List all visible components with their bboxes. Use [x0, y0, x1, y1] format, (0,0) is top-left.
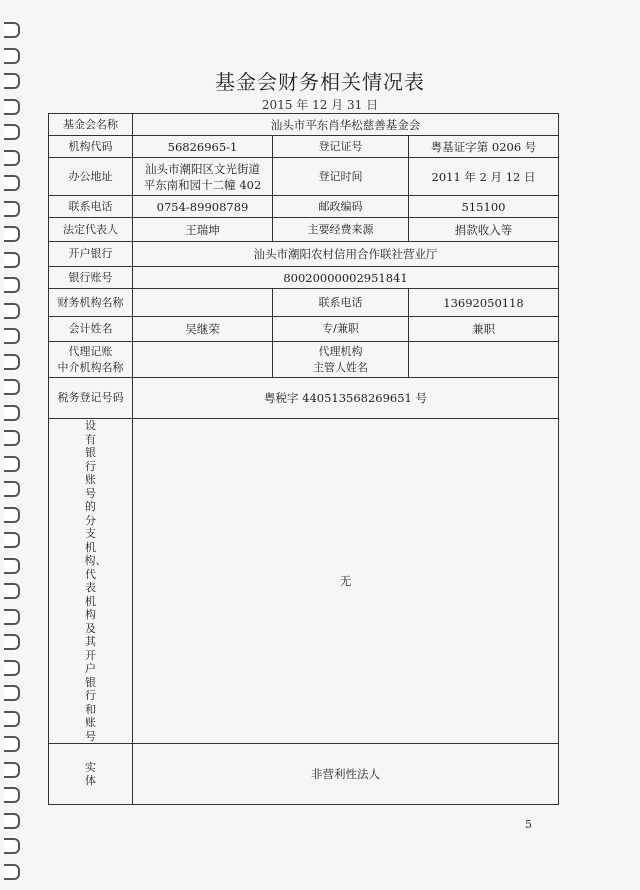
table-row [49, 158, 559, 196]
account-label: 银行账号 [49, 267, 133, 289]
table-row [49, 317, 559, 342]
entity-label: 实体 [85, 760, 96, 787]
branches-label-cell [49, 419, 133, 744]
funding-source-label: 主要经费来源 [273, 218, 409, 242]
binding-ring [4, 583, 20, 599]
agent-label-line-1: 代理记账 [68, 344, 113, 358]
binding-ring [4, 532, 20, 548]
page-title: 基金会财务相关情况表 [215, 70, 425, 94]
binding-ring [4, 813, 20, 829]
binding-ring [4, 124, 20, 140]
fulltime-label: 专/兼职 [273, 317, 409, 342]
tax-no-value: 粤税字 440513568269651 号 [133, 378, 559, 419]
agent-manager-value [409, 342, 559, 378]
agent-manager-label [273, 342, 409, 378]
binding-ring [4, 660, 20, 676]
agent-manager-label-line-2: 主管人姓名 [313, 360, 368, 374]
finance-org-label: 财务机构名称 [49, 289, 133, 317]
binding-ring [4, 252, 20, 268]
binding-ring [4, 277, 20, 293]
finance-info-table [48, 113, 559, 805]
binding-ring [4, 201, 20, 217]
table-row [49, 218, 559, 242]
agent-label [49, 342, 133, 378]
table-row [49, 196, 559, 218]
legal-rep-value: 王瑞坤 [133, 218, 273, 242]
table-row [49, 419, 559, 744]
table-row [49, 114, 559, 136]
address-value [133, 158, 273, 196]
finance-phone-label: 联系电话 [273, 289, 409, 317]
binding-ring [4, 405, 20, 421]
table-row [49, 136, 559, 158]
binding-ring [4, 762, 20, 778]
finance-phone-value: 13692050118 [409, 289, 559, 317]
legal-rep-label: 法定代表人 [49, 218, 133, 242]
binding-ring [4, 864, 20, 880]
binding-ring [4, 354, 20, 370]
address-line-1: 汕头市潮阳区文光街道 [145, 161, 260, 176]
binding-ring [4, 430, 20, 446]
accountant-value: 吴继荣 [133, 317, 273, 342]
branches-label: 设有银行账号的分支机构、代表机构及其开户银行和账号 [84, 419, 107, 743]
finance-org-value [133, 289, 273, 317]
binding-ring [4, 787, 20, 803]
table-row [49, 289, 559, 317]
table-row [49, 378, 559, 419]
binding-ring [4, 558, 20, 574]
accountant-label: 会计姓名 [49, 317, 133, 342]
org-code-value: 56826965-1 [133, 136, 273, 158]
reg-time-value: 2011 年 2 月 12 日 [409, 158, 559, 196]
binding-ring [4, 685, 20, 701]
binding-ring [4, 48, 20, 64]
branches-value: 无 [133, 419, 559, 744]
foundation-name-value: 汕头市平东肖华松慈善基金会 [133, 114, 559, 136]
binding-ring [4, 838, 20, 854]
binding-ring [4, 456, 20, 472]
table-row [49, 342, 559, 378]
reg-no-value: 粤基证字第 0206 号 [409, 136, 559, 158]
postcode-label: 邮政编码 [273, 196, 409, 218]
reg-no-label: 登记证号 [273, 136, 409, 158]
binding-ring [4, 150, 20, 166]
reg-time-label: 登记时间 [273, 158, 409, 196]
table-row [49, 242, 559, 267]
phone-label: 联系电话 [49, 196, 133, 218]
agent-value [133, 342, 273, 378]
page-number: 5 [525, 818, 532, 831]
binding-ring [4, 379, 20, 395]
binding-ring [4, 303, 20, 319]
tax-no-label: 税务登记号码 [49, 378, 133, 419]
agent-manager-label-line-1: 代理机构 [318, 344, 363, 358]
report-date: 2015 年 12 月 31 日 [261, 98, 379, 112]
org-code-label: 机构代码 [49, 136, 133, 158]
binding-ring [4, 711, 20, 727]
entity-label-cell [49, 744, 133, 805]
foundation-name-label: 基金会名称 [49, 114, 133, 136]
bank-label: 开户银行 [49, 242, 133, 267]
funding-source-value: 捐款收入等 [409, 218, 559, 242]
fulltime-value: 兼职 [409, 317, 559, 342]
binding-ring [4, 507, 20, 523]
agent-label-line-2: 中介机构名称 [57, 360, 124, 374]
account-value: 80020000002951841 [133, 267, 559, 289]
binding-ring [4, 226, 20, 242]
postcode-value: 515100 [409, 196, 559, 218]
table-row [49, 267, 559, 289]
phone-value: 0754-89908789 [133, 196, 273, 218]
binding-ring [4, 328, 20, 344]
binding-ring [4, 609, 20, 625]
entity-value: 非营利性法人 [133, 744, 559, 805]
address-line-2: 平东南和园十二幢 402 [143, 177, 262, 192]
table-row [49, 744, 559, 805]
binding-ring [4, 634, 20, 650]
binding-ring [4, 175, 20, 191]
binding-ring [4, 481, 20, 497]
bank-value: 汕头市潮阳农村信用合作联社营业厅 [133, 242, 559, 267]
binding-ring [4, 22, 20, 38]
spiral-binding [0, 0, 28, 890]
binding-ring [4, 736, 20, 752]
address-label: 办公地址 [49, 158, 133, 196]
